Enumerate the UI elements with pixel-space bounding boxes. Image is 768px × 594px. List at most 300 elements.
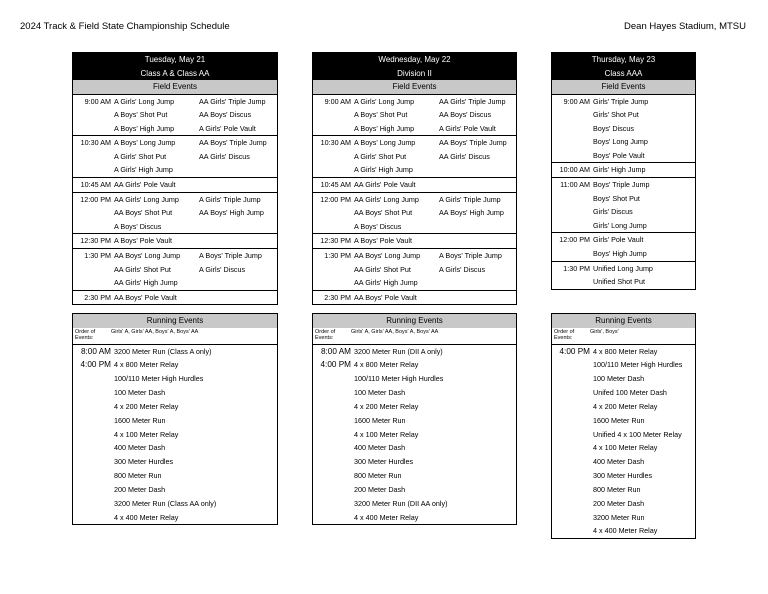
time-block (552, 162, 695, 177)
event-row (73, 263, 277, 277)
field-events-table (72, 52, 278, 305)
event-name: AA Boys' Triple Jump (439, 138, 507, 148)
event-name: A Girls' Shot Put (354, 151, 407, 161)
event-name (199, 291, 277, 305)
section-heading: Field Events (313, 80, 516, 94)
event-name: AA Girls' Triple Jump (199, 96, 266, 106)
time-label (313, 400, 354, 414)
time-label (73, 220, 114, 234)
event-name: 100/110 Meter High Hurdles (114, 374, 204, 384)
time-label (552, 441, 593, 455)
time-label: 4:00 PM (559, 346, 590, 356)
running-row (313, 414, 516, 428)
event-row (73, 150, 277, 164)
time-label: 2:30 PM (324, 292, 351, 302)
event-row (313, 178, 516, 192)
event-name: AA Girls' Triple Jump (439, 96, 506, 106)
event-name: Boys' Long Jump (593, 137, 648, 147)
time-label (73, 469, 114, 483)
event-name: Boys' Shot Put (593, 193, 640, 203)
event-name: 300 Meter Hurdles (114, 457, 174, 467)
running-row (552, 345, 695, 359)
event-row (313, 163, 516, 177)
event-row (73, 206, 277, 220)
running-row (313, 469, 516, 483)
event-row (552, 122, 695, 136)
section-heading: Running Events (73, 314, 277, 328)
time-label (313, 386, 354, 400)
running-events-table (72, 313, 278, 525)
event-row (552, 262, 695, 276)
event-name: AA Girls' Long Jump (114, 194, 179, 204)
time-label (313, 276, 354, 290)
division-heading: Division II (313, 67, 516, 81)
event-name: 800 Meter Run (593, 484, 641, 494)
running-row (73, 428, 277, 442)
running-row (552, 469, 695, 483)
event-name: 400 Meter Dash (354, 443, 406, 453)
event-name: A Girls' Long Jump (354, 96, 415, 106)
event-row (73, 178, 277, 192)
time-label (73, 483, 114, 497)
document-title: 2024 Track & Field State Championship Schedule (20, 21, 230, 32)
event-row (552, 149, 695, 163)
running-row (73, 497, 277, 511)
order-value: Girls', Boys' (590, 328, 619, 335)
time-block (73, 135, 277, 177)
time-block (313, 233, 516, 248)
division-heading: Class AAA (552, 67, 695, 81)
event-name: Boys' High Jump (593, 249, 647, 259)
time-label (73, 276, 114, 290)
event-name: 100/110 Meter High Hurdles (354, 374, 444, 384)
time-label: 9:00 AM (324, 96, 351, 106)
event-name: Boys' Discus (593, 123, 634, 133)
running-row (313, 511, 516, 525)
event-name: 400 Meter Dash (593, 457, 645, 467)
event-name: 4 x 100 Meter Relay (593, 443, 658, 453)
time-label (552, 386, 593, 400)
event-name: 3200 Meter Run (593, 512, 645, 522)
order-of-events (73, 328, 277, 345)
running-events-table (551, 313, 696, 539)
event-name: AA Boys' Shot Put (354, 208, 413, 218)
time-label: 10:45 AM (320, 180, 351, 190)
time-block (313, 290, 516, 305)
event-name: Girls' Pole Vault (593, 235, 644, 245)
event-row (552, 135, 695, 149)
time-label: 1:30 PM (324, 251, 351, 261)
time-block (552, 177, 695, 232)
event-name: 4 x 400 Meter Relay (354, 512, 419, 522)
time-label (73, 122, 114, 136)
time-label (552, 149, 593, 163)
event-name: Unified Long Jump (593, 263, 653, 273)
event-row (73, 122, 277, 136)
time-label: 10:45 AM (80, 180, 111, 190)
event-name: 4 x 800 Meter Relay (114, 360, 179, 370)
time-label (552, 400, 593, 414)
field-events-table (551, 52, 696, 290)
event-row (552, 163, 695, 177)
event-row (313, 136, 516, 150)
time-label (313, 483, 354, 497)
time-block (313, 248, 516, 290)
event-name: 100 Meter Dash (114, 388, 166, 398)
event-name: AA Girls' Discus (439, 151, 490, 161)
event-name: 200 Meter Dash (354, 484, 406, 494)
running-row (552, 524, 695, 538)
time-label (313, 441, 354, 455)
event-name: A Girls' Pole Vault (199, 123, 256, 133)
time-label (552, 469, 593, 483)
event-row (313, 291, 516, 305)
order-value: Girls' A, Girls' AA, Boys' A, Boys' AA (111, 328, 199, 335)
time-label (313, 428, 354, 442)
time-label (313, 206, 354, 220)
event-row (313, 122, 516, 136)
event-name: 300 Meter Hurdles (354, 457, 414, 467)
running-row (552, 511, 695, 525)
time-label (313, 163, 354, 177)
event-name: A Boys' Pole Vault (354, 236, 412, 246)
event-name: 3200 Meter Run (DII AA only) (354, 498, 448, 508)
event-name: Girls' Triple Jump (593, 96, 649, 106)
event-name: Boys' Triple Jump (593, 180, 650, 190)
time-label (313, 511, 354, 525)
event-name: AA Boys' High Jump (439, 208, 504, 218)
time-label (73, 206, 114, 220)
time-block (73, 177, 277, 192)
section-heading: Running Events (313, 314, 516, 328)
time-label (73, 428, 114, 442)
event-name: AA Boys' Discus (439, 110, 492, 120)
event-row (552, 247, 695, 261)
time-label (552, 372, 593, 386)
event-name: Girls' High Jump (593, 165, 646, 175)
time-block (73, 290, 277, 305)
time-label: 12:00 PM (559, 235, 590, 245)
section-heading: Running Events (552, 314, 695, 328)
running-row (73, 414, 277, 428)
event-name: AA Boys' Pole Vault (354, 292, 417, 302)
time-label: 4:00 PM (80, 360, 111, 370)
event-row (313, 220, 516, 234)
event-name: 4 x 200 Meter Relay (593, 401, 658, 411)
event-row (73, 291, 277, 305)
event-name (199, 220, 277, 234)
running-row (552, 414, 695, 428)
day-heading: Thursday, May 23 (552, 53, 695, 67)
event-name: 4 x 400 Meter Relay (593, 526, 658, 536)
order-label: Order of Events: (75, 328, 96, 341)
event-name: A Girls' Shot Put (114, 151, 167, 161)
event-name: 4 x 200 Meter Relay (114, 401, 179, 411)
time-label (73, 455, 114, 469)
time-label (73, 497, 114, 511)
event-name: A Boys' Long Jump (354, 138, 416, 148)
event-name: 400 Meter Dash (114, 443, 166, 453)
time-label (313, 414, 354, 428)
event-name: 800 Meter Run (354, 471, 402, 481)
time-label (73, 263, 114, 277)
time-label (552, 108, 593, 122)
event-row (552, 233, 695, 247)
time-label (552, 497, 593, 511)
event-name: 4 x 100 Meter Relay (354, 429, 419, 439)
time-label (552, 428, 593, 442)
time-label: 12:30 PM (320, 236, 351, 246)
event-row (73, 136, 277, 150)
time-label (313, 469, 354, 483)
time-label (73, 441, 114, 455)
event-name: Boys' Pole Vault (593, 150, 645, 160)
time-label (313, 263, 354, 277)
section-heading: Field Events (73, 80, 277, 94)
time-label (313, 150, 354, 164)
time-label (552, 524, 593, 538)
event-name: 100 Meter Dash (593, 374, 645, 384)
running-row (552, 455, 695, 469)
event-name (439, 276, 516, 290)
time-label (552, 455, 593, 469)
running-row (552, 372, 695, 386)
event-name: 200 Meter Dash (114, 484, 166, 494)
running-row (313, 358, 516, 372)
time-label (552, 511, 593, 525)
time-label: 10:00 AM (559, 165, 590, 175)
time-block (552, 94, 695, 163)
event-name: Girls' Shot Put (593, 110, 639, 120)
event-name: A Boys' Shot Put (354, 110, 408, 120)
event-name: 3200 Meter Run (DII A only) (354, 346, 443, 356)
event-name: AA Girls' High Jump (114, 278, 178, 288)
event-name: A Boys' High Jump (114, 123, 175, 133)
event-row (313, 234, 516, 248)
event-name: A Girls' Discus (199, 264, 246, 274)
event-name: 4 x 100 Meter Relay (114, 429, 179, 439)
time-label (313, 220, 354, 234)
running-row (552, 428, 695, 442)
event-name: AA Girls' Pole Vault (354, 180, 416, 190)
event-name: Unified 4 x 100 Meter Relay (593, 429, 682, 439)
time-block (313, 135, 516, 177)
running-events-table (312, 313, 517, 525)
event-name: AA Boys' Triple Jump (199, 138, 267, 148)
time-label: 9:00 AM (563, 96, 590, 106)
running-row (73, 345, 277, 359)
event-name: A Girls' Triple Jump (199, 194, 261, 204)
event-name: AA Boys' Pole Vault (114, 292, 177, 302)
order-label: Order of Events: (554, 328, 575, 341)
time-block (313, 94, 516, 136)
running-row (73, 469, 277, 483)
event-name: 4 x 200 Meter Relay (354, 401, 419, 411)
event-row (73, 193, 277, 207)
event-row (313, 263, 516, 277)
event-row (313, 276, 516, 290)
event-row (313, 108, 516, 122)
event-name: 1600 Meter Run (114, 415, 166, 425)
running-row (313, 428, 516, 442)
event-row (73, 234, 277, 248)
event-row (552, 108, 695, 122)
time-label (552, 135, 593, 149)
event-name: Unified Shot Put (593, 277, 645, 287)
time-label (552, 205, 593, 219)
time-label (73, 163, 114, 177)
order-label: Order of Events: (315, 328, 336, 341)
time-label (73, 372, 114, 386)
time-block (313, 177, 516, 192)
time-block (73, 192, 277, 234)
event-name: A Girls' High Jump (354, 165, 413, 175)
time-label: 10:30 AM (80, 138, 111, 148)
order-of-events (313, 328, 516, 345)
time-block (552, 232, 695, 260)
running-row (73, 386, 277, 400)
running-row (552, 483, 695, 497)
event-name: A Girls' High Jump (114, 165, 173, 175)
event-name: 3200 Meter Run (Class AA only) (114, 498, 217, 508)
event-name: A Boys' Triple Jump (199, 251, 262, 261)
time-block (313, 192, 516, 234)
event-row (313, 150, 516, 164)
event-name: 4 x 400 Meter Relay (114, 512, 179, 522)
event-name: Girls' Discus (593, 207, 633, 217)
event-row (552, 178, 695, 192)
running-row (552, 386, 695, 400)
event-row (73, 249, 277, 263)
time-label (73, 386, 114, 400)
time-label: 12:30 PM (80, 236, 111, 246)
event-name: AA Girls' High Jump (354, 278, 418, 288)
running-row (73, 511, 277, 525)
time-label (73, 108, 114, 122)
event-name (439, 234, 516, 248)
time-block (73, 233, 277, 248)
running-row (73, 400, 277, 414)
venue-name: Dean Hayes Stadium, MTSU (624, 21, 746, 32)
time-label (552, 358, 593, 372)
running-row (73, 455, 277, 469)
event-name: AA Girls' Discus (199, 151, 250, 161)
event-name: AA Boys' Long Jump (354, 251, 421, 261)
time-block (73, 94, 277, 136)
event-row (313, 193, 516, 207)
event-row (73, 163, 277, 177)
time-label: 12:00 PM (80, 194, 111, 204)
event-name: AA Boys' Long Jump (114, 251, 181, 261)
event-name: A Boys' High Jump (354, 123, 415, 133)
running-row (313, 483, 516, 497)
time-label (73, 511, 114, 525)
time-label: 8:00 AM (320, 346, 351, 356)
time-label (73, 150, 114, 164)
running-row (313, 386, 516, 400)
running-row (73, 358, 277, 372)
event-row (313, 206, 516, 220)
event-name: A Boys' Discus (354, 221, 402, 231)
event-name: AA Boys' Shot Put (114, 208, 173, 218)
time-label (552, 247, 593, 261)
event-name (199, 163, 277, 177)
time-label (552, 275, 593, 289)
running-row (73, 441, 277, 455)
running-row (73, 483, 277, 497)
time-label: 2:30 PM (84, 292, 111, 302)
event-row (73, 220, 277, 234)
event-name: 1600 Meter Run (354, 415, 406, 425)
time-label (313, 108, 354, 122)
running-row (552, 358, 695, 372)
time-label (313, 372, 354, 386)
order-value: Girls' A, Girls' AA, Boys' A, Boys' AA (351, 328, 439, 335)
day-heading: Tuesday, May 21 (73, 53, 277, 67)
time-label: 1:30 PM (563, 263, 590, 273)
event-name: AA Girls' Long Jump (354, 194, 419, 204)
time-label: 11:00 AM (560, 180, 590, 190)
event-name: AA Boys' Discus (199, 110, 252, 120)
event-name: 4 x 800 Meter Relay (593, 346, 658, 356)
event-name: Girls' Long Jump (593, 220, 647, 230)
event-name: AA Boys' High Jump (199, 208, 264, 218)
event-name: 200 Meter Dash (593, 498, 645, 508)
division-heading: Class A & Class AA (73, 67, 277, 81)
running-row (73, 372, 277, 386)
time-label (552, 219, 593, 233)
event-name: 1600 Meter Run (593, 415, 645, 425)
event-name (439, 178, 516, 192)
running-row (552, 441, 695, 455)
event-name: A Boys' Shot Put (114, 110, 168, 120)
event-name (199, 178, 277, 192)
event-row (552, 219, 695, 233)
running-row (313, 345, 516, 359)
event-name: A Boys' Pole Vault (114, 236, 172, 246)
time-label (313, 122, 354, 136)
event-name: A Girls' Pole Vault (439, 123, 496, 133)
time-block (552, 261, 695, 289)
running-row (313, 400, 516, 414)
event-name (439, 291, 516, 305)
time-label (313, 497, 354, 511)
field-events-table (312, 52, 517, 305)
time-label: 4:00 PM (320, 360, 351, 370)
event-name: 3200 Meter Run (Class A only) (114, 346, 212, 356)
time-label (552, 483, 593, 497)
event-name (439, 220, 516, 234)
event-row (313, 95, 516, 109)
event-name: AA Girls' Shot Put (354, 264, 411, 274)
event-name: Unifed 100 Meter Dash (593, 388, 667, 398)
running-row (313, 497, 516, 511)
time-label: 1:30 PM (84, 251, 111, 261)
time-label (552, 192, 593, 206)
event-row (313, 249, 516, 263)
event-name (199, 276, 277, 290)
event-row (552, 275, 695, 289)
event-name: 100 Meter Dash (354, 388, 406, 398)
event-name: 100/110 Meter High Hurdles (593, 360, 683, 370)
event-row (552, 95, 695, 109)
time-label (73, 400, 114, 414)
event-name: A Boys' Triple Jump (439, 251, 502, 261)
running-row (313, 441, 516, 455)
event-name: AA Girls' Pole Vault (114, 180, 176, 190)
time-label: 9:00 AM (84, 96, 111, 106)
event-name (199, 234, 277, 248)
